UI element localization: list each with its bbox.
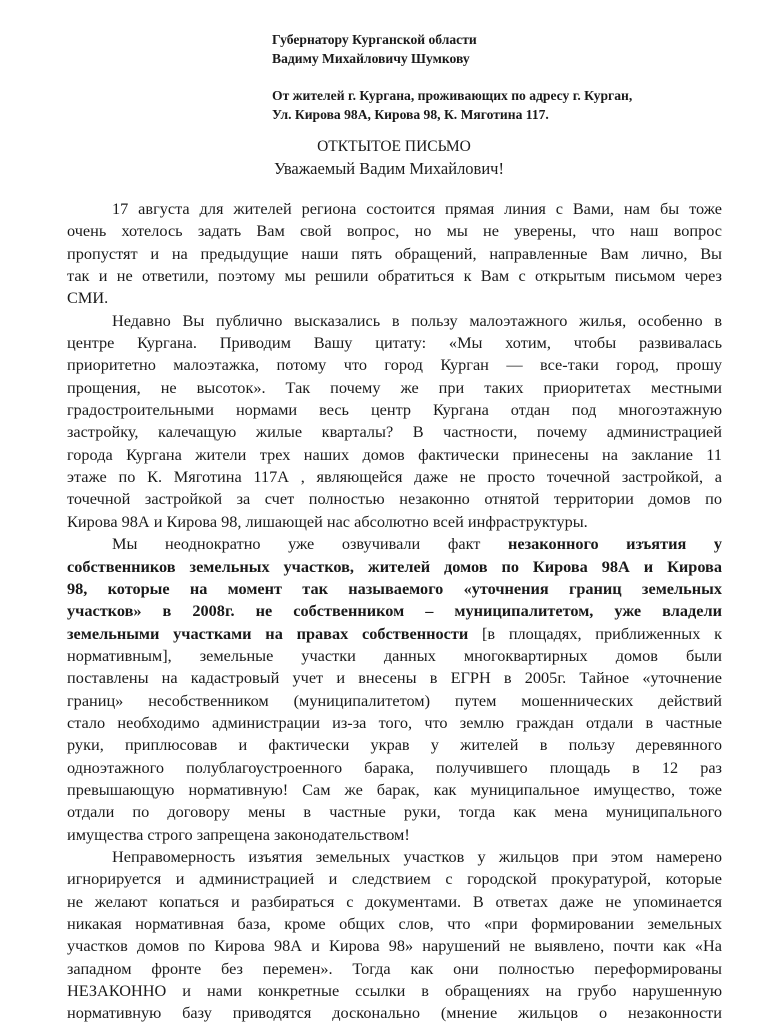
bold-text: 98, которые на момент так называемого «уточнения границ земельных: [67, 578, 722, 598]
letter-body: [67, 198, 722, 1025]
text-run: НЕЗАКОННО и нами конкретные ссылки в обращениях на грубо нарушенную: [67, 981, 722, 1001]
text-line: [67, 265, 722, 287]
text-run: одноэтажного полублагоустроенного барака, получившего площадь в 12 раз: [67, 757, 722, 777]
text-run: СМИ.: [67, 288, 109, 308]
text-run: имущества строго запрещена законодательством!: [67, 824, 410, 844]
paragraph: [67, 310, 722, 533]
text-line: [67, 824, 722, 846]
text-line: [67, 600, 722, 622]
text-line: [67, 980, 722, 1002]
text-line: [67, 243, 722, 265]
sender-line: Ул. Кирова 98А, Кирова 98, К. Мяготина 117.: [272, 107, 549, 122]
greeting: Уважаемый Вадим Михайлович!: [274, 159, 504, 178]
title-block: [0, 136, 760, 180]
text-run: этаже по К. Мяготина 117А , являющейся даже не просто точечной застройкой, а: [67, 467, 722, 487]
text-run: так и не ответили, поэтому мы решили обратиться к Вам с открытым письмом через: [67, 266, 722, 286]
text-line: [67, 533, 722, 555]
text-run: застройку, калечащую жилые кварталы? В частности, почему администрацией: [67, 422, 722, 442]
bold-text: земельными участками на правах собственности: [67, 623, 469, 643]
text-line: [67, 667, 722, 689]
text-line: [67, 488, 722, 510]
text-line: [67, 935, 722, 957]
text-run: превышающую нормативную! Сам же барак, как муниципальное имущество, тоже: [67, 779, 722, 799]
text-line: [67, 1002, 722, 1024]
text-run: прощения, не высоток». Так почему же при таких приоритетах местными: [67, 377, 722, 397]
text-line: [67, 310, 722, 332]
text-run: игнорируется и администрацией и следствием с городской прокуратурой, которые: [67, 869, 722, 889]
bold-text: участков» в 2008г. не собственником – муниципалитетом, уже владели: [67, 601, 722, 621]
text-line: [67, 779, 722, 801]
paragraph: [67, 533, 722, 846]
text-run: Недавно Вы публично высказались в пользу малоэтажного жилья, особенно в: [112, 310, 722, 330]
text-line: [67, 578, 722, 600]
text-run: отдали по договору мены в частные руки, тогда как мена муниципального: [67, 802, 722, 822]
text-run: западном фронте без перемен». Тогда как они полностью переформированы: [67, 958, 722, 978]
text-line: [67, 846, 722, 868]
text-line: [67, 734, 722, 756]
text-line: [67, 511, 722, 533]
text-line: [67, 801, 722, 823]
text-line: [67, 645, 722, 667]
text-line: [67, 198, 722, 220]
letter-title: ОТКТЫТОЕ ПИСЬМО: [317, 138, 471, 155]
text-run: границ» несобственником (муниципалитетом) путем мошеннических действий: [67, 690, 722, 710]
sender-block: [272, 86, 712, 124]
recipient-line: Губернатору Курганской области: [272, 32, 477, 47]
text-run: участков домов по Кирова 98А и Кирова 98» нарушений не выявлено, почти как «На: [67, 936, 722, 956]
text-line: [67, 220, 722, 242]
sender-line: От жителей г. Кургана, проживающих по адресу г. Курган,: [272, 88, 633, 103]
text-line: [67, 354, 722, 376]
recipient-block: [272, 30, 712, 68]
paragraph: [67, 846, 722, 1025]
text-line: [67, 958, 722, 980]
text-run: Кирова 98А и Кирова 98, лишающей нас абсолютно всей инфраструктуры.: [67, 511, 588, 531]
text-line: [67, 421, 722, 443]
text-run: пропустят и на предыдущие наши пять обращений, направленные Вам лично, Вы: [67, 243, 722, 263]
text-run: руки, приплюсовав и фактически украв у жителей в пользу деревянного: [67, 735, 722, 755]
text-run: приоритетно малоэтажка, потому что город Курган — все-таки город, прошу: [67, 355, 722, 375]
text-line: [67, 712, 722, 734]
text-line: [67, 913, 722, 935]
text-run: никакая нормативная база, кроме общих слов, что «при формировании земельных: [67, 914, 722, 933]
recipient-line: Вадиму Михайловичу Шумкову: [272, 51, 470, 66]
text-run: Неправомерность изъятия земельных участков у жильцов при этом намерено: [112, 846, 722, 866]
text-run: 17 августа для жителей региона состоится прямая линия с Вами, нам бы тоже: [112, 199, 722, 218]
text-run: Мы неоднократно уже озвучивали факт: [112, 534, 508, 554]
text-run: не желают копаться и разбираться с документами. В ответах даже не упоминается: [67, 891, 722, 911]
text-line: [67, 556, 722, 578]
text-line: [67, 757, 722, 779]
text-line: [67, 377, 722, 399]
bold-text: собственников земельных участков, жителей домов по Кирова 98А и Кирова: [67, 556, 722, 576]
text-line: [67, 399, 722, 421]
paragraph: [67, 198, 722, 310]
text-run: стало необходимо администрации из-за того, что землю граждан отдали в частные: [67, 712, 722, 732]
text-run: точечной застройкой за счет полностью незаконно отнятой территории домов по: [67, 489, 722, 509]
text-run: очень хотелось задать Вам свой вопрос, но мы не уверены, что наш вопрос: [67, 221, 722, 241]
text-run: нормативным], земельные участки данных многоквартирных домов были: [67, 645, 722, 665]
text-run: поставлены на кадастровый учет и внесены в ЕГРН в 2005г. Тайное «уточнение: [67, 668, 722, 688]
text-run: центре Кургана. Приводим Вашу цитату: «Мы хотим, чтобы развивалась: [67, 333, 722, 353]
text-line: [67, 868, 722, 890]
text-line: [67, 444, 722, 466]
text-line: [67, 332, 722, 354]
text-line: [67, 466, 722, 488]
text-line: [67, 690, 722, 712]
text-line: [67, 623, 722, 645]
text-run: города Кургана жители трех наших домов фактически принесены на заклание 11: [67, 444, 722, 464]
text-line: [67, 891, 722, 913]
text-line: [67, 287, 722, 309]
bold-text: незаконного изъятия у: [507, 534, 722, 554]
text-run: градостроительными нормами весь центр Кургана отдан под многоэтажную: [67, 400, 722, 420]
text-run: [в площадях, приближенных к: [468, 623, 722, 643]
text-run: нормативную базу приводятся досконально (мнение жильцов о незаконности: [67, 1003, 722, 1023]
